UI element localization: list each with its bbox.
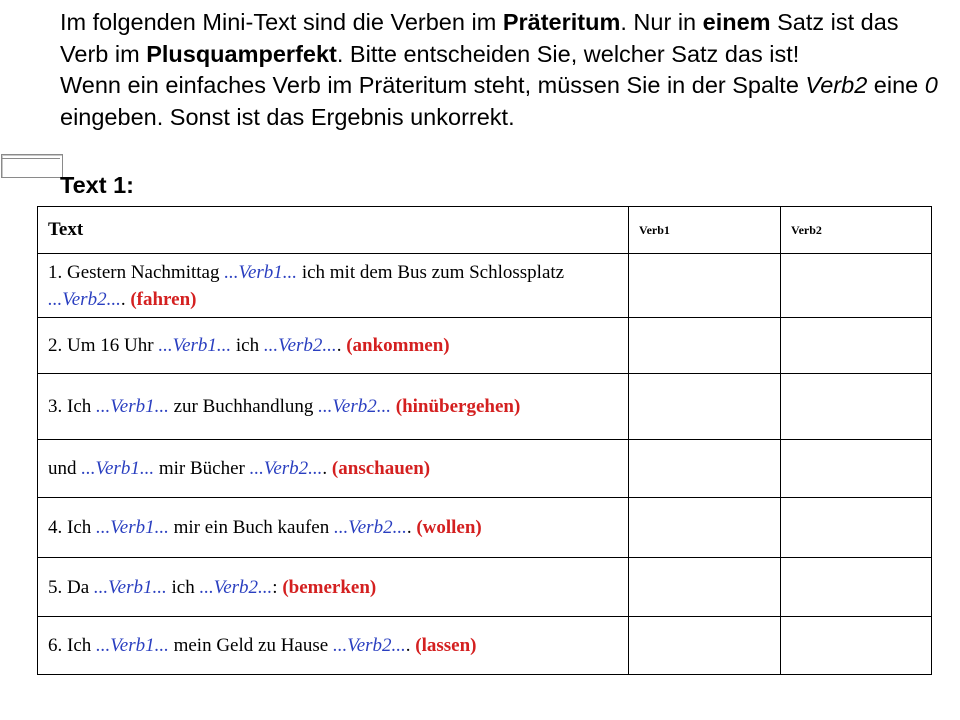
infinitive-hint: (lassen) xyxy=(415,635,477,656)
table-row xyxy=(38,318,932,374)
verb-placeholder: ...Verb2... xyxy=(332,635,406,656)
answer-cell-verb2[interactable] xyxy=(781,318,932,374)
verb-placeholder: ...Verb1... xyxy=(96,635,169,656)
answer-cell-verb1[interactable] xyxy=(629,498,781,558)
answer-cell-verb1[interactable] xyxy=(629,374,781,440)
answer-cell-verb2[interactable] xyxy=(781,498,932,558)
infinitive-hint: (ankommen) xyxy=(346,335,450,356)
sentence-text: . xyxy=(406,517,417,538)
table-row xyxy=(38,374,932,440)
verb-placeholder: ...Verb2... xyxy=(318,396,391,417)
sentence-cell xyxy=(38,374,629,440)
sentence-text: . xyxy=(322,458,332,479)
sentence-text: und xyxy=(48,458,82,479)
verb-placeholder: ...Verb1... xyxy=(96,517,169,538)
verb-placeholder: ...Verb2... xyxy=(249,458,323,479)
verb-placeholder: ...Verb2... xyxy=(199,576,273,598)
answer-cell-verb2[interactable] xyxy=(781,440,932,498)
sentence-text: ich mit dem Bus zum Schlossplatz xyxy=(297,261,565,283)
answer-cell-verb1[interactable] xyxy=(629,617,781,675)
sentence-text: mein Geld zu Hause xyxy=(168,635,333,656)
sentence-text: 3. Ich xyxy=(48,396,97,417)
table-row xyxy=(38,254,932,318)
sentence-text: 5. Da xyxy=(48,576,94,598)
instruction-paragraph-1: Im folgenden Mini-Text sind die Verben im Präteritum. Nur in einem Satz ist das Verb im Plusquamperfekt. Bitte entscheiden Sie, welcher Satz das ist! xyxy=(60,9,899,67)
table-header-row xyxy=(38,207,932,254)
sentence-cell xyxy=(38,558,629,617)
sentence-text: mir Bücher xyxy=(154,458,250,479)
infinitive-hint: (anschauen) xyxy=(331,458,431,479)
table-row xyxy=(38,617,932,675)
sentence-text: . xyxy=(336,335,347,356)
sentence-text: : xyxy=(272,576,283,598)
verb-placeholder: ...Verb2... xyxy=(334,517,407,538)
verb-placeholder: ...Verb1... xyxy=(224,261,298,283)
sentence-text: zur Buchhandlung xyxy=(168,396,319,417)
infinitive-hint: (wollen) xyxy=(416,517,482,538)
verb-placeholder: ...Verb1... xyxy=(158,335,232,356)
answer-cell-verb2[interactable] xyxy=(781,617,932,675)
answer-cell-verb2[interactable] xyxy=(781,374,932,440)
header-verb1: Verb1 xyxy=(629,207,781,254)
exercise-table xyxy=(37,206,932,675)
verb-placeholder: ...Verb2... xyxy=(48,288,121,310)
sentence-text: 2. Um 16 Uhr xyxy=(48,335,159,356)
table-row xyxy=(38,440,932,498)
text-heading: Text 1: xyxy=(60,172,134,198)
verb-placeholder: ...Verb1... xyxy=(93,576,167,598)
sentence-text: 6. Ich xyxy=(48,635,97,656)
verb-placeholder: ...Verb2... xyxy=(263,335,337,356)
infinitive-hint: (bemerken) xyxy=(282,576,377,598)
sentence-cell xyxy=(38,318,629,374)
sentence-text: . xyxy=(120,288,131,310)
sentence-text: 4. Ich xyxy=(48,517,97,538)
answer-cell-verb2[interactable] xyxy=(781,558,932,617)
answer-cell-verb2[interactable] xyxy=(781,254,932,318)
verb-placeholder: ...Verb1... xyxy=(96,396,169,417)
table-row xyxy=(38,498,932,558)
answer-cell-verb1[interactable] xyxy=(629,440,781,498)
sentence-text: ich xyxy=(231,335,264,356)
answer-cell-verb1[interactable] xyxy=(629,318,781,374)
table-row xyxy=(38,558,932,617)
sentence-cell xyxy=(38,254,629,318)
header-verb2: Verb2 xyxy=(781,207,932,254)
header-text: Text xyxy=(38,207,629,254)
infinitive-hint: (fahren) xyxy=(130,288,197,310)
sentence-cell xyxy=(38,617,629,675)
instruction-paragraph-2: Wenn ein einfaches Verb im Präteritum steht, müssen Sie in der Spalte Verb2 eine 0 eingeben. Sonst ist das Ergebnis unkorrekt. xyxy=(60,72,938,130)
sentence-cell xyxy=(38,440,629,498)
sentence-cell xyxy=(38,498,629,558)
table-body xyxy=(38,254,932,675)
sentence-text: mir ein Buch kaufen xyxy=(168,517,334,538)
answer-cell-verb1[interactable] xyxy=(629,254,781,318)
infinitive-hint: (hinübergehen) xyxy=(395,396,521,417)
sentence-text: ich xyxy=(166,576,200,598)
answer-cell-verb1[interactable] xyxy=(629,558,781,617)
sentence-text: . xyxy=(405,635,416,656)
instructions xyxy=(60,7,940,133)
input-box-divider xyxy=(2,158,60,159)
verb-placeholder: ...Verb1... xyxy=(81,458,155,479)
sentence-text: 1. Gestern Nachmittag xyxy=(48,261,225,283)
